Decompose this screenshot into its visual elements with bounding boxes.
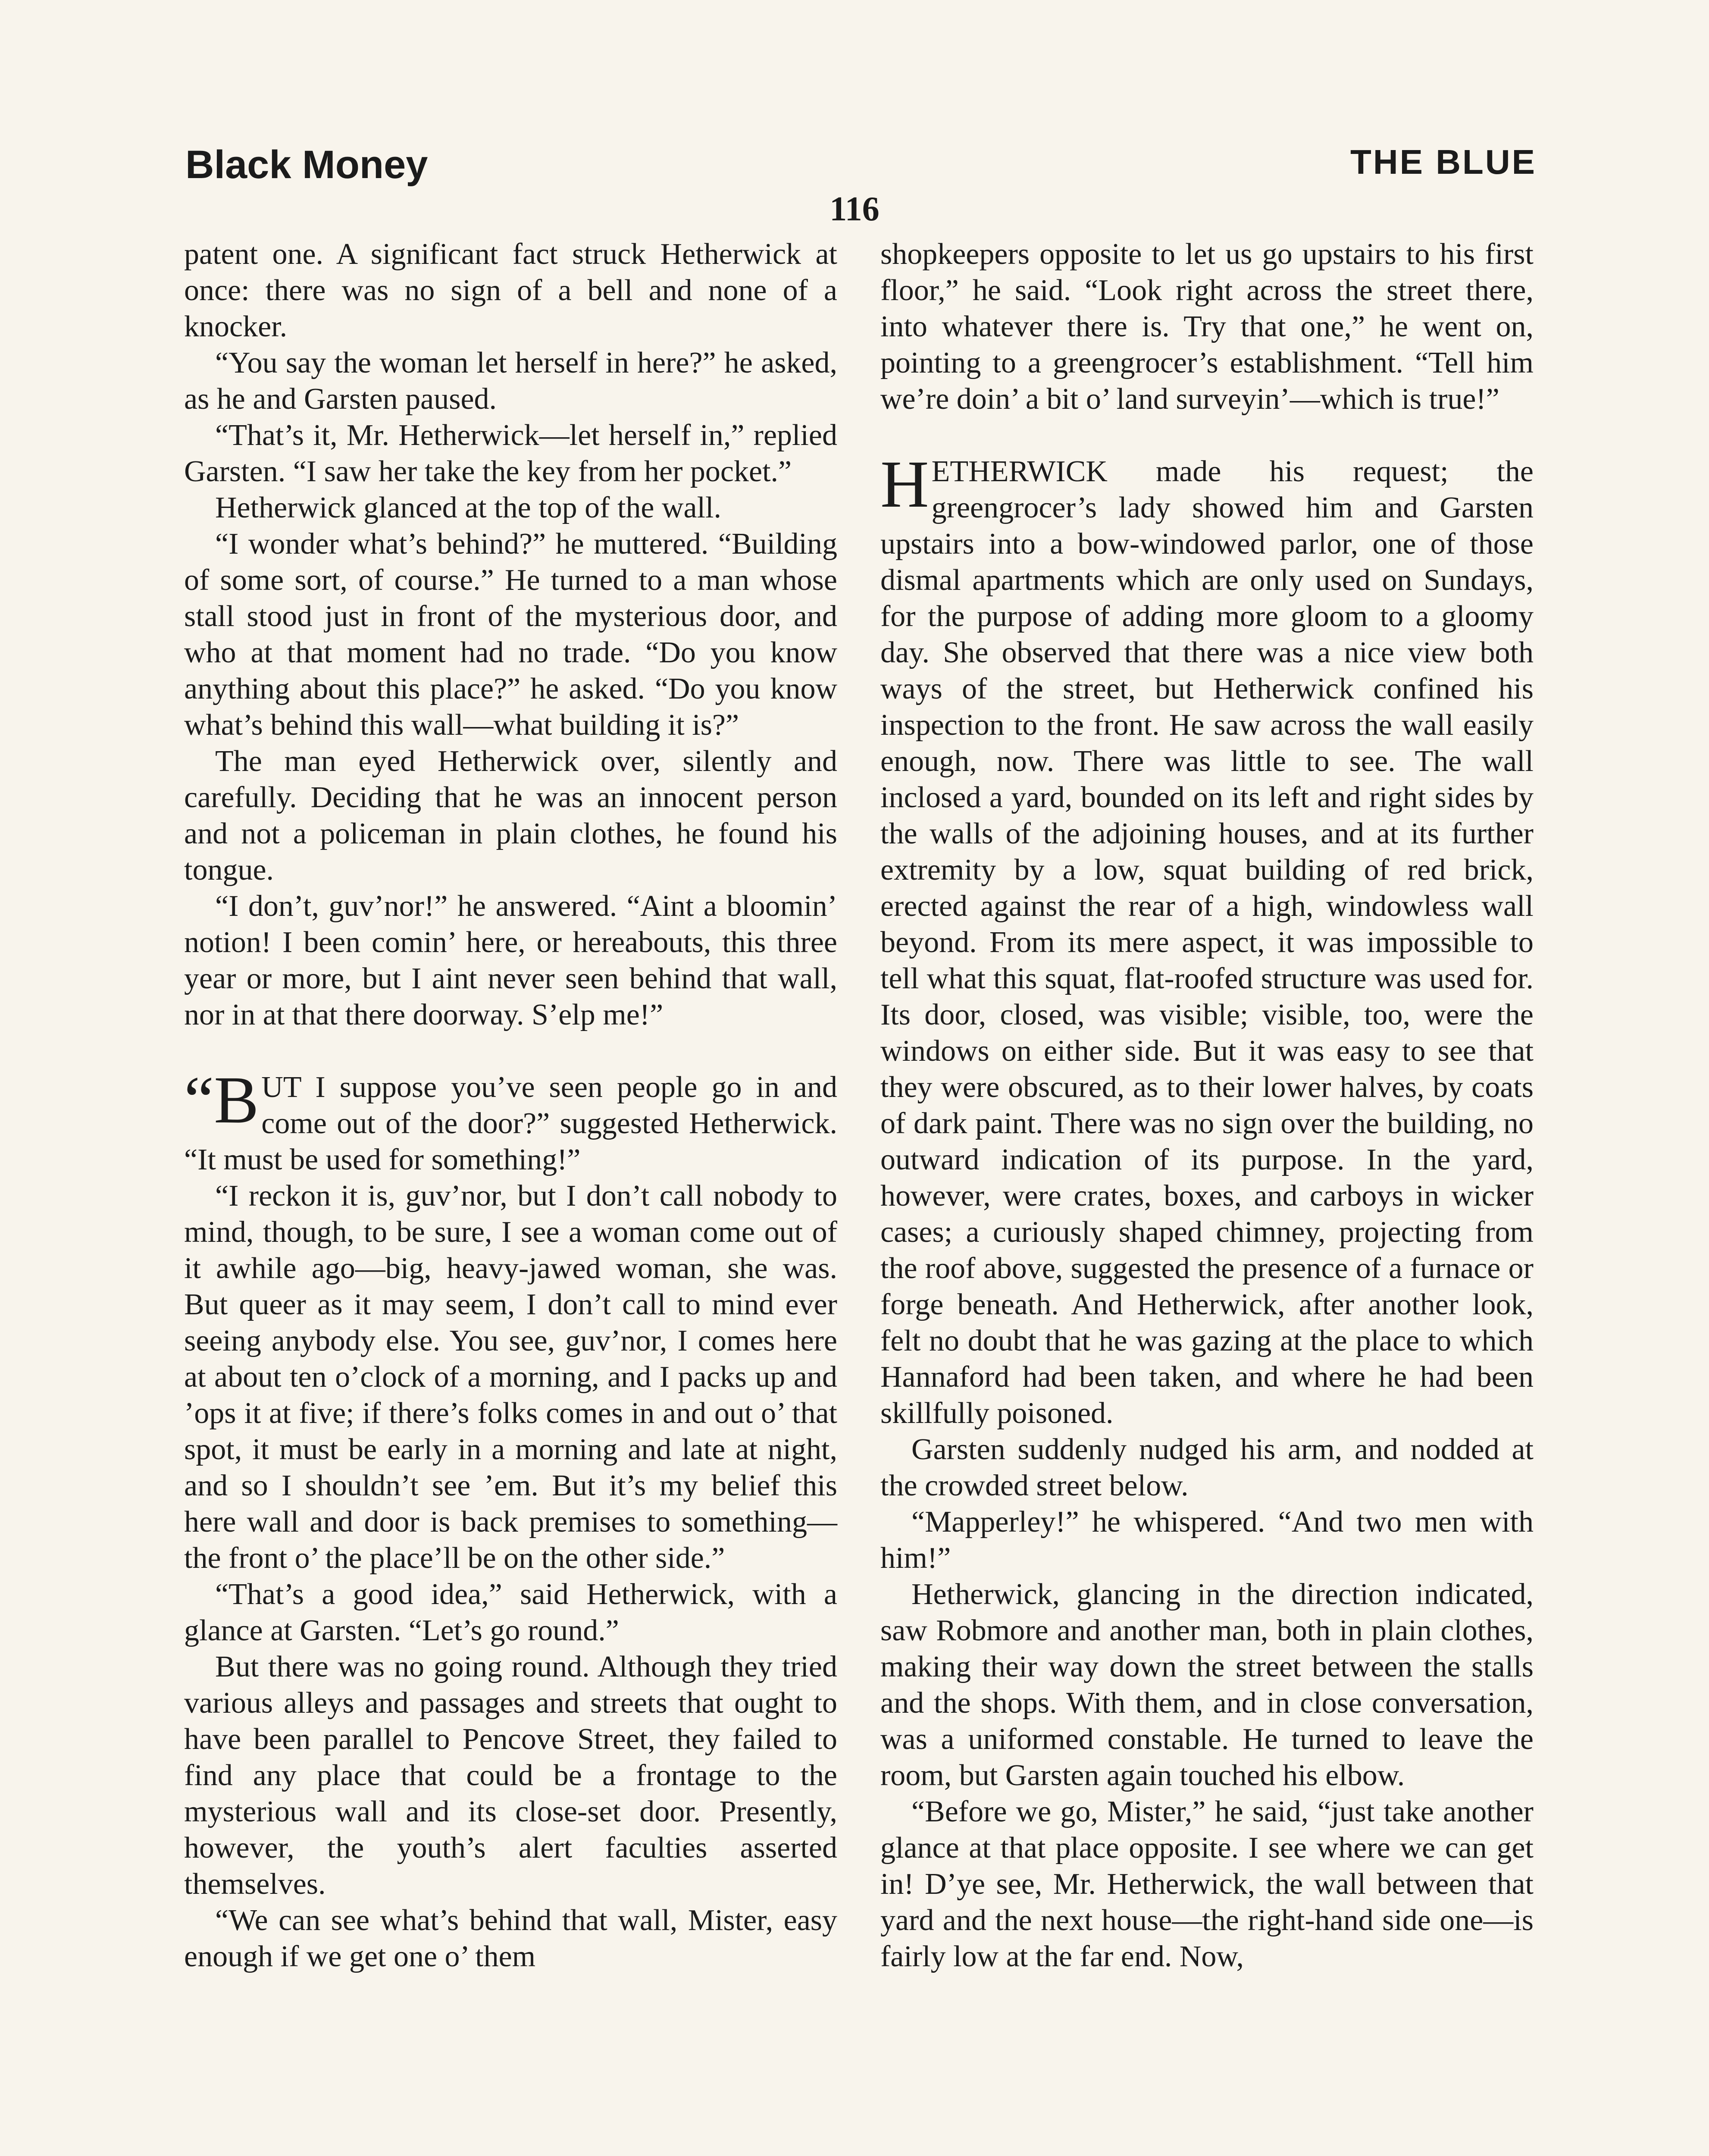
paragraph	[184, 490, 837, 526]
paragraph	[880, 236, 1534, 417]
drop-cap: “B	[184, 1062, 259, 1137]
paragraph	[880, 1432, 1534, 1504]
paragraph-text: Hetherwick glanced at the top of the wall.	[215, 491, 722, 524]
story-title: Black Money	[185, 143, 428, 187]
paragraph-text: “You say the woman let herself in here?” he asked, as he and Garsten paused.	[184, 346, 837, 416]
paragraph-text: Garsten suddenly nudged his arm, and nodded at the crowded street below.	[880, 1433, 1534, 1502]
left-text-column	[184, 236, 837, 2156]
paragraph	[184, 1902, 837, 1975]
paragraph	[880, 1794, 1534, 1975]
paragraph-text: ETHERWICK made his request; the greengrocer’s lady showed him and Garsten upstairs into a bow-windowed parlor, one of those dismal apartments which are only used on Sundays, for the purpose of adding more gloom to a gloomy day. She observed that there was a nice view both ways of the street, but Hetherwick confined his inspection to the front. He saw across the wall easily enough, now. There was little to see. The wall inclosed a yard, bounded on its left and right sides by the walls of the adjoining houses, and at its further extremity by a low, squat building of red brick, erected against the rear of a high, windowless wall beyond. From its mere aspect, it was impossible to tell what this squat, flat-roofed structure was used for. Its door, closed, was visible; visible, too, were the windows on either side. But it was easy to see that they were obscured, as to their lower halves, by coats of dark paint. There was no sign over the building, no outward indication of its purpose. In the yard, however, were crates, boxes, and carboys in wicker cases; a curiously shaped chimney, projecting from the roof above, suggested the presence of a furnace or forge beneath. And Hetherwick, after another look, felt no doubt that he was gazing at the place to which Hannaford had been taken, and where he had been skillfully poisoned.	[880, 455, 1534, 1430]
paragraph-text: “Mapperley!” he whispered. “And two men with him!”	[880, 1505, 1534, 1575]
drop-cap: H	[880, 447, 929, 521]
magazine-title: THE BLUE	[1350, 143, 1537, 181]
paragraph-text: “We can see what’s behind that wall, Mister, easy enough if we get one o’ them	[184, 1904, 837, 1973]
right-text-column	[880, 236, 1534, 2156]
paragraph-text: “I wonder what’s behind?” he muttered. “Building of some sort, of course.” He turned to a man whose stall stood just in front of the mysterious door, and who at that moment had no trade. “Do you know anything about this place?” he asked. “Do you know what’s behind this wall—what building it is?”	[184, 527, 837, 742]
paragraph-text: “I reckon it is, guv’nor, but I don’t call nobody to mind, though, to be sure, I see a woman come out of it awhile ago—big, heavy-jawed woman, she was. But queer as it may seem, I don’t call to mind ever seeing anybody else. You see, guv’nor, I comes here at about ten o’clock of a morning, and I packs up and ’ops it at five; if there’s folks comes in and out o’ that spot, it must be early in a morning and late at night, and so I shouldn’t see ’em. But it’s my belief this here wall and door is back premises to something—the front o’ the place’ll be on the other side.”	[184, 1179, 837, 1575]
paragraph-text: The man eyed Hetherwick over, silently and carefully. Deciding that he was an innocent person and not a policeman in plain clothes, he found his tongue.	[184, 745, 837, 887]
paragraph	[184, 888, 837, 1033]
paragraph-text: “That’s a good idea,” said Hetherwick, with a glance at Garsten. “Let’s go round.”	[184, 1578, 837, 1647]
paragraph-text: “That’s it, Mr. Hetherwick—let herself in,” replied Garsten. “I saw her take the key from her pocket.”	[184, 419, 837, 488]
paragraph-text: UT I suppose you’ve seen people go in and come out of the door?” suggested Hetherwick. “It must be used for something!”	[184, 1071, 837, 1176]
paragraph	[184, 743, 837, 888]
paragraph	[184, 345, 837, 417]
page-number: 116	[829, 190, 880, 228]
paragraph	[184, 1649, 837, 1902]
paragraph	[184, 236, 837, 345]
paragraph-text: shopkeepers opposite to let us go upstairs to his first floor,” he said. “Look right across the street there, into whatever there is. Try that one,” he went on, pointing to a greengrocer’s establishment. “Tell him we’re doin’ a bit o’ land surveyin’—which is true!”	[880, 238, 1534, 416]
paragraph	[184, 1062, 837, 1178]
paragraph	[184, 417, 837, 490]
paragraph	[184, 1178, 837, 1576]
paragraph	[184, 526, 837, 743]
paragraph	[880, 1504, 1534, 1576]
paragraph-text: “Before we go, Mister,” he said, “just take another glance at that place opposite. I see where we can get in! D’ye see, Mr. Hetherwick, the wall between that yard and the next house—the right-hand side one—is fairly low at the far end. Now,	[880, 1795, 1534, 1973]
paragraph-text: patent one. A significant fact struck Hetherwick at once: there was no sign of a bell and none of a knocker.	[184, 238, 837, 343]
paragraph	[880, 1576, 1534, 1794]
paragraph	[184, 1576, 837, 1649]
paragraph-text: “I don’t, guv’nor!” he answered. “Aint a bloomin’ notion! I been comin’ here, or hereabouts, this three year or more, but I aint never seen behind that wall, nor in at that there doorway. S’elp me!”	[184, 890, 837, 1031]
paragraph-text: Hetherwick, glancing in the direction indicated, saw Robmore and another man, both in plain clothes, making their way down the street between the stalls and the shops. With them, and in close conversation, was a uniformed constable. He turned to leave the room, but Garsten again touched his elbow.	[880, 1578, 1534, 1792]
paragraph-text: But there was no going round. Although they tried various alleys and passages and streets that ought to have been parallel to Pencove Street, they failed to find any place that could be a frontage to the mysterious wall and its close-set door. Presently, however, the youth’s alert faculties asserted themselves.	[184, 1650, 837, 1901]
paragraph	[880, 447, 1534, 1432]
